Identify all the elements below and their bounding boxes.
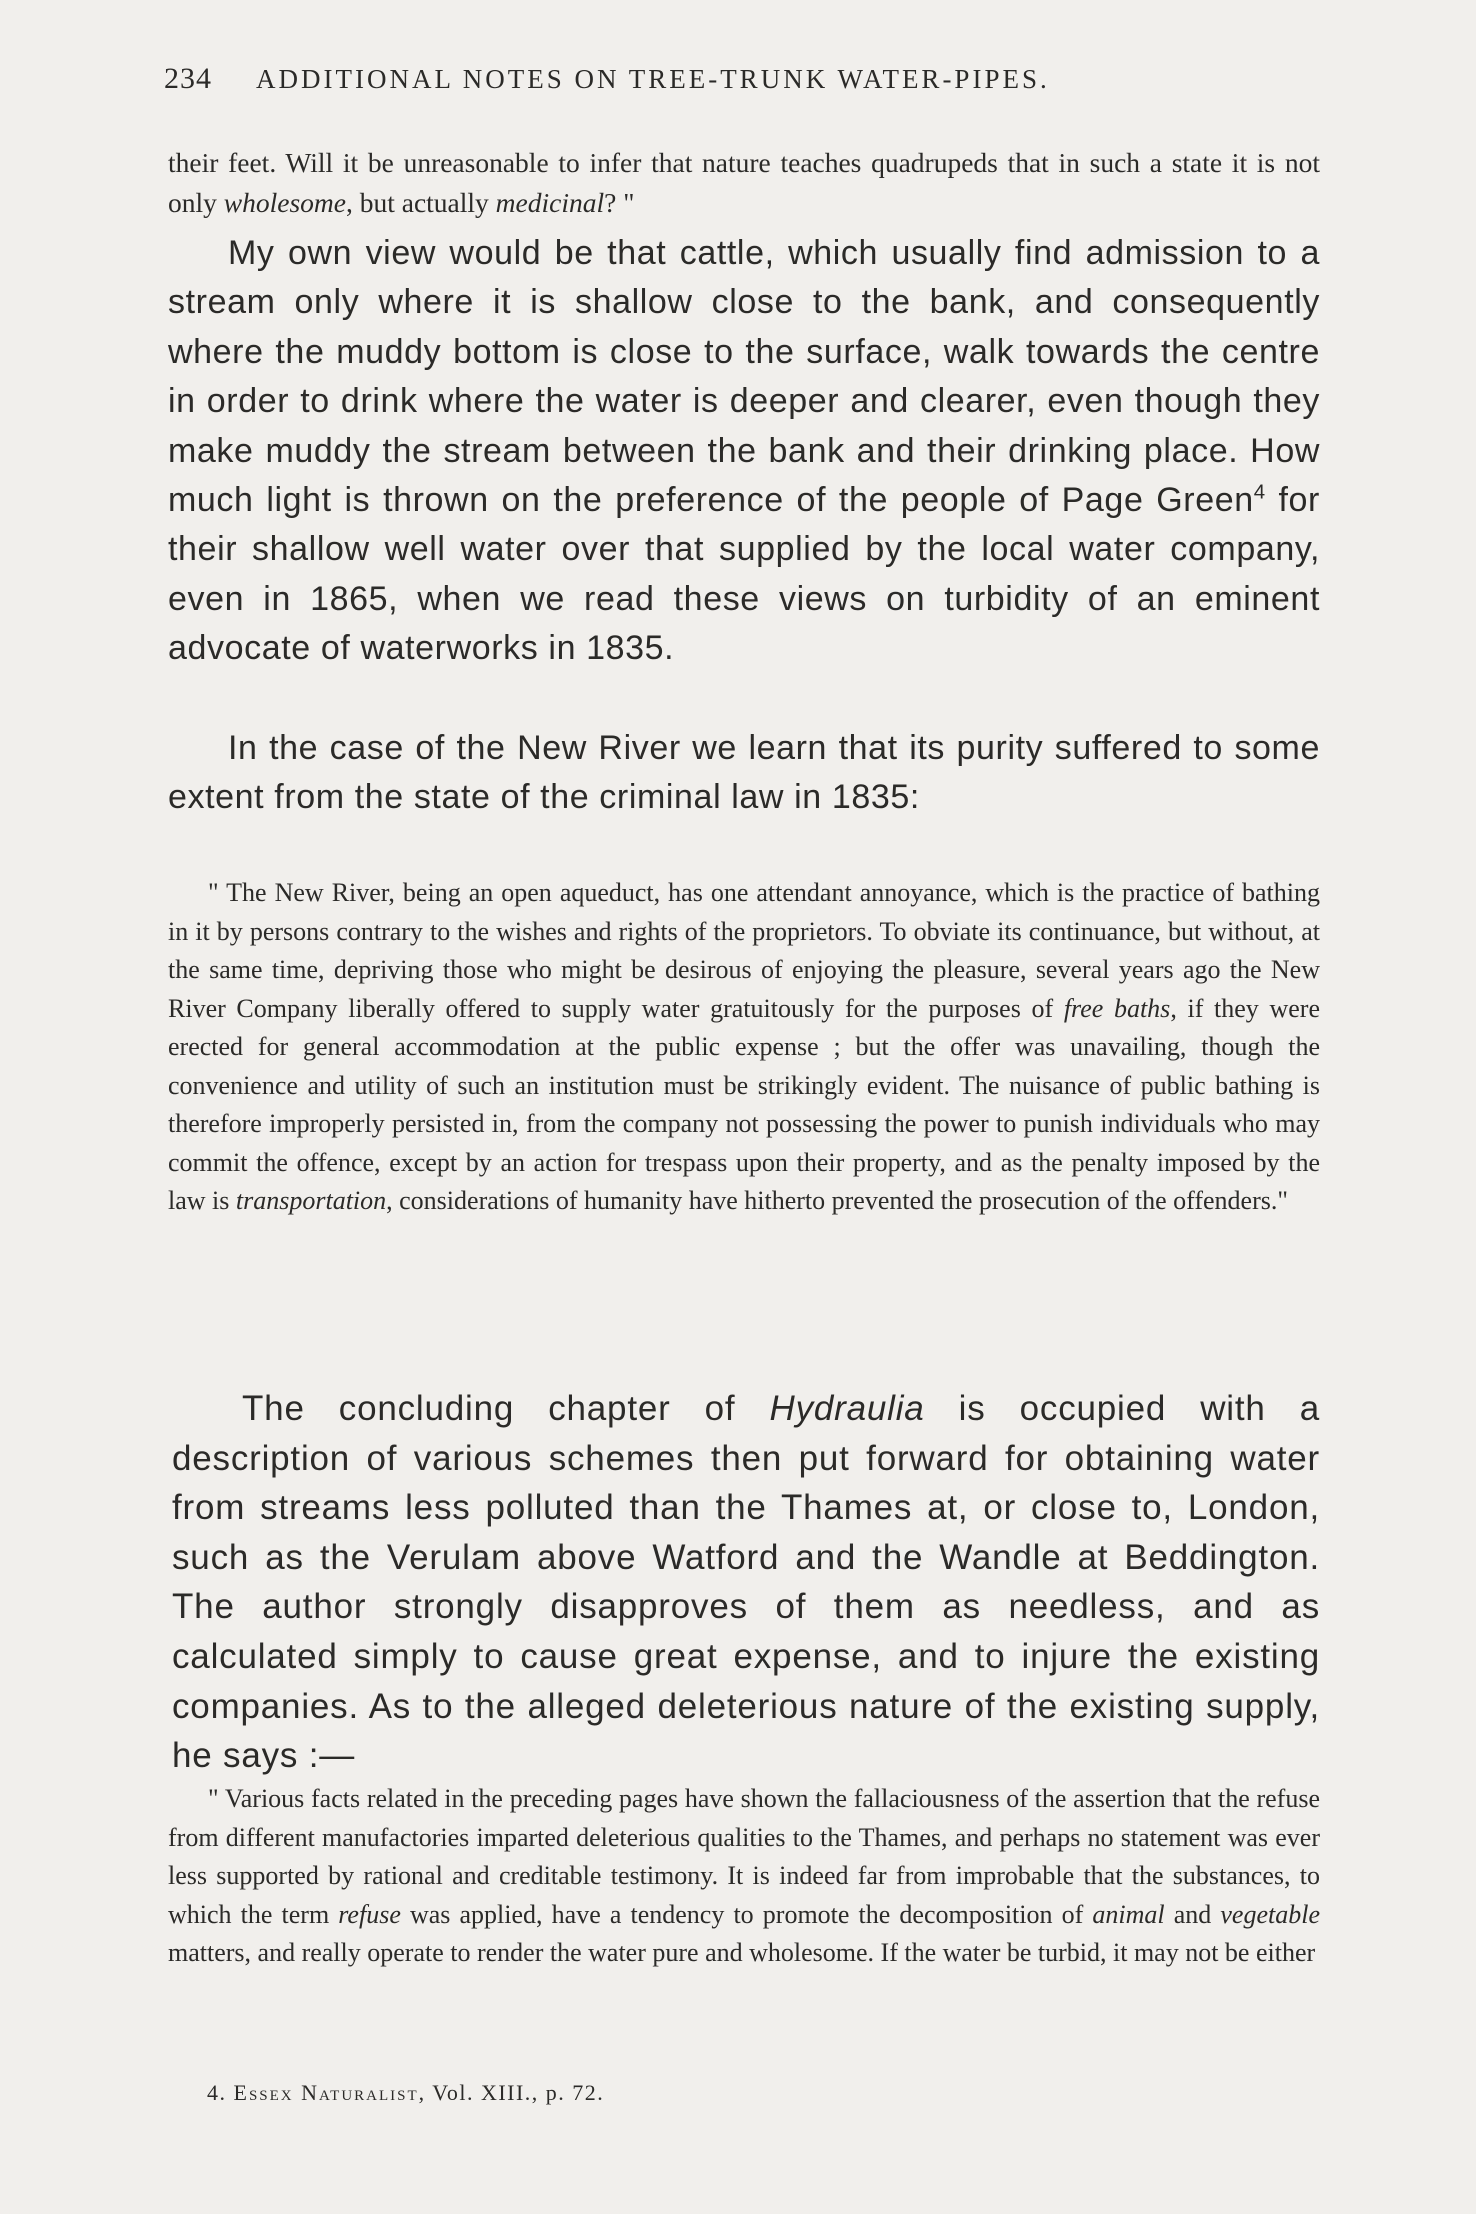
footnote-details: , Vol. XIII., p. 72.: [418, 2080, 605, 2105]
text-run: is occupied with a description of various schemes then put forward for obtaining water from streams less polluted than the Thames at, or close to, London, such as the Verulam above Watford and the Wandle at Beddington. The author strongly disapproves of them as needless, and as calculated simply to cause great expense, and to injure the existing companies. As to the alleged deleterious nature of the existing supply, he says :—: [172, 1389, 1321, 1776]
text-run: and: [1164, 1899, 1221, 1929]
italic-run: wholesome: [223, 187, 346, 218]
paragraph-cattle: [168, 229, 1320, 674]
footnote-number: 4.: [207, 2080, 227, 2105]
text-run: In the case of the New River we learn that its purity suffered to some extent from the state of the criminal law in 1835:: [168, 729, 1320, 817]
footnote-source: Essex Naturalist: [233, 2080, 419, 2105]
italic-run: free baths: [1063, 993, 1171, 1023]
text-run: The concluding chapter of: [242, 1389, 770, 1428]
text-run: My own view would be that cattle, which usually find admission to a stream only where it is shallow close to the bank, and consequently where the muddy bottom is close to the surface, walk towards the centre in order to drink where the water is deeper and clearer, even though they make muddy the stream between the bank and their drinking place. How much light is thrown on the preference of the people of Page Green: [168, 234, 1320, 520]
text-run: , but actually: [345, 187, 496, 218]
italic-run: medicinal: [495, 187, 605, 218]
continued-quote: [168, 143, 1320, 223]
block-quote-new-river: [168, 874, 1320, 1221]
text-run: was applied, have a tendency to promote the decomposition of: [400, 1899, 1093, 1929]
text-run: " The New River, being an open aqueduct, has one attendant annoyance, which is the practice of bathing in it by persons contrary to the wishes and rights of the proprietors. To obviate its continuance, but without, at the same time, depriving those who might be desirous of enjoying the pleasure, several years ago the New River Company liberally offered to supply water gratuitously for the purposes of: [168, 878, 1320, 1023]
text-run: , if they were erected for general accommodation at the public expense ; but the offer was unavailing, though the convenience and utility of such an institution must be strikingly evident. The nuisance of public bathing is therefore improperly persisted in, from the company not possessing the power to punish individuals who may commit the offence, except by an action for trespass upon their property, and as the penalty imposed by the law is: [168, 993, 1320, 1215]
italic-run: animal: [1092, 1899, 1165, 1929]
text-run: ? ": [604, 187, 635, 218]
paragraph-new-river: [168, 724, 1320, 823]
italic-run: vegetable: [1220, 1899, 1320, 1929]
running-header: [164, 62, 1344, 96]
italic-run: refuse: [338, 1899, 401, 1929]
italic-run: transportation: [235, 1186, 387, 1215]
page-number: 234: [164, 62, 212, 95]
text-run: for their shallow well water over that supplied by the local water company, even in 1865, when we read these views on turbidity of an eminent advocate of waterworks in 1835.: [168, 481, 1320, 668]
footnote: [207, 2080, 604, 2106]
text-run: , considerations of humanity have hitherto prevented the prosecution of the offenders.": [386, 1186, 1288, 1215]
text-run: matters, and really operate to render the water pure and wholesome. If the water be turbid, it may not be either: [168, 1938, 1316, 1967]
paragraph-hydraulia: [172, 1384, 1320, 1781]
text-run: " Various facts related in the preceding pages have shown the fallaciousness of the assertion that the refuse from different manufactories imparted deleterious qualities to the Thames, and perhaps no statement was ever less supported by rational and creditable testimony. It is indeed far from improbable that the substances, to which the term: [168, 1784, 1320, 1929]
running-title: ADDITIONAL NOTES ON TREE-TRUNK WATER-PIPES.: [256, 64, 1050, 94]
text-run: their feet. Will it be unreasonable to infer that nature teaches quadrupeds that in such a state it is not only: [168, 147, 1320, 218]
footnote-marker: 4: [1253, 481, 1266, 504]
block-quote-refuse: [168, 1780, 1320, 1973]
italic-run: Hydraulia: [769, 1389, 925, 1428]
